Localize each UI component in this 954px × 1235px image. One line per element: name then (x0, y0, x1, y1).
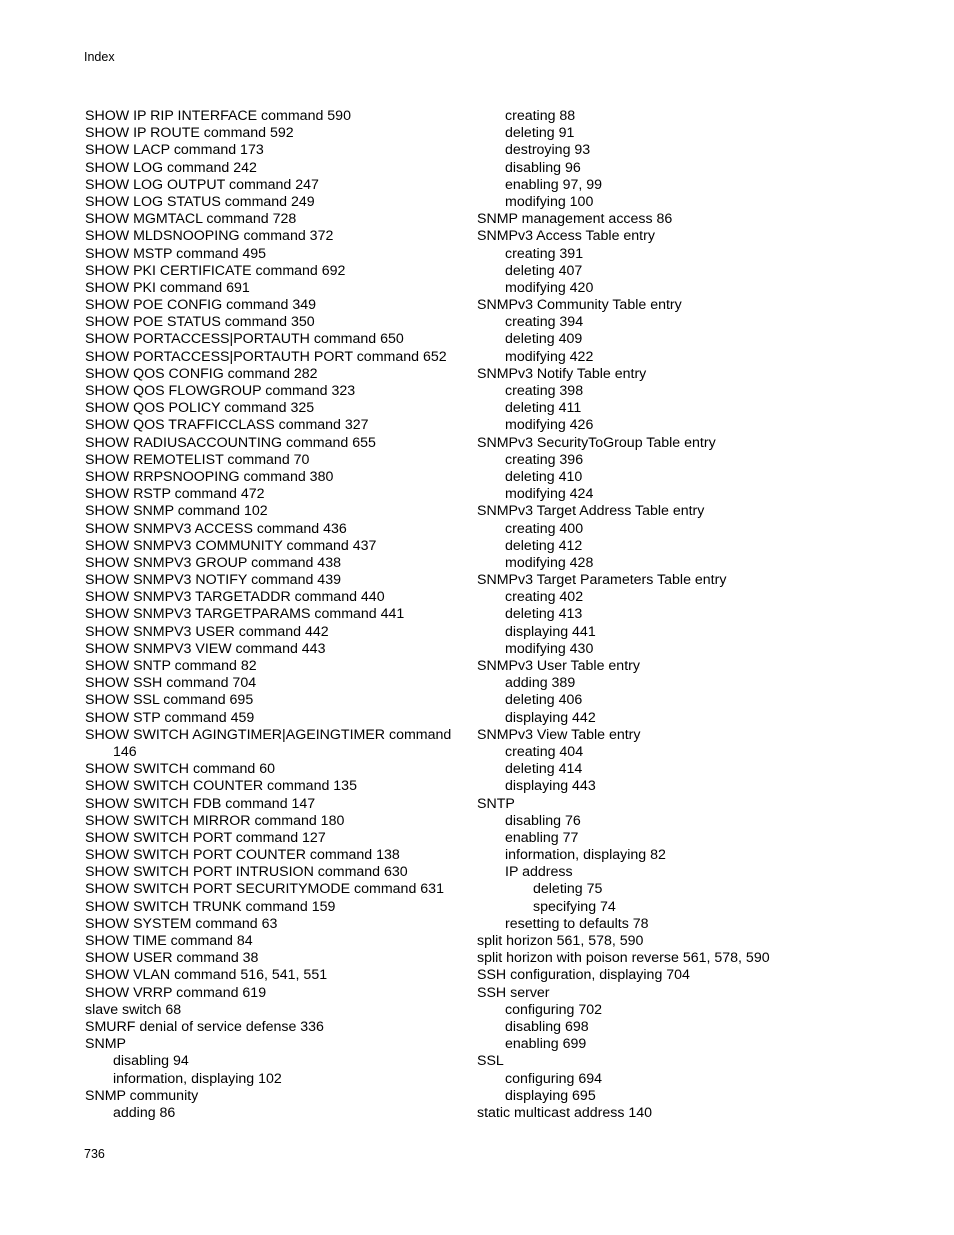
index-entry: SMURF denial of service defense 336 (85, 1018, 324, 1035)
index-subentry: 146 (113, 743, 137, 760)
index-subentry: adding 86 (113, 1104, 176, 1121)
index-subentry: disabling 96 (505, 159, 581, 176)
index-entry: SNMPv3 Access Table entry (477, 228, 655, 245)
index-entry: SHOW MGMTACL command 728 (85, 211, 297, 228)
index-column-left (85, 108, 465, 1122)
index-entry: SHOW SNTP command 82 (85, 658, 257, 674)
index-subentry: displaying 442 (505, 709, 596, 726)
index-entry: SHOW REMOTELIST command 70 (85, 451, 310, 468)
index-entry: split horizon 561, 578, 590 (477, 933, 644, 949)
index-subentry: disabling 698 (505, 1018, 589, 1035)
index-entry: SHOW RSTP command 472 (85, 486, 265, 503)
index-entry: SNMP community (85, 1087, 199, 1104)
index-entry: SHOW SNMPV3 ACCESS command 436 (85, 520, 347, 537)
index-entry: SHOW POE STATUS command 350 (85, 314, 315, 331)
index-entry: SHOW STP command 459 (85, 709, 255, 726)
index-subentry: creating 394 (505, 314, 584, 331)
index-subentry: modifying 100 (505, 193, 594, 210)
index-subentry: modifying 420 (505, 279, 594, 296)
index-entry: SNTP (477, 795, 515, 812)
index-subentry: destroying 93 (505, 142, 591, 159)
index-entry: SHOW LACP command 173 (85, 142, 264, 159)
index-entry: SHOW QOS POLICY command 325 (85, 400, 315, 417)
index-subentry: modifying 426 (505, 417, 594, 434)
index-entry: static multicast address 140 (477, 1104, 653, 1121)
index-subentry: enabling 97, 99 (505, 176, 603, 193)
index-entry: SHOW VRRP command 619 (85, 984, 267, 1001)
index-entry: SHOW SWITCH FDB command 147 (85, 795, 316, 812)
index-entry: SHOW TIME command 84 (85, 933, 253, 949)
index-entry: split horizon with poison reverse 561, 578, 590 (477, 950, 770, 967)
index-entry: SHOW PKI CERTIFICATE command 692 (85, 262, 346, 279)
index-entry: SHOW SSL command 695 (85, 692, 254, 709)
index-entry: SHOW USER command 38 (85, 950, 259, 967)
index-subentry: creating 88 (505, 108, 576, 124)
index-subentry: modifying 422 (505, 348, 594, 365)
index-subentry: creating 400 (505, 520, 584, 537)
index-column-right (477, 108, 937, 1122)
index-subentry: creating 398 (505, 383, 584, 399)
index-entry: SNMPv3 View Table entry (477, 726, 641, 743)
index-subentry: resetting to defaults 78 (505, 915, 649, 932)
index-subentry: adding 389 (505, 675, 576, 692)
index-entry: SHOW SWITCH PORT command 127 (85, 829, 326, 846)
index-subentry: deleting 414 (505, 761, 583, 778)
index-entry: SNMPv3 Target Parameters Table entry (477, 572, 727, 589)
index-subentry: disabling 76 (505, 812, 581, 829)
index-entry: SHOW LOG OUTPUT command 247 (85, 176, 319, 193)
index-entry: SHOW QOS CONFIG command 282 (85, 365, 318, 382)
index-entry: SNMP management access 86 (477, 211, 673, 228)
index-entry: SHOW SYSTEM command 63 (85, 915, 278, 932)
index-entry: SHOW PORTACCESS|PORTAUTH command 650 (85, 331, 404, 348)
index-subentry: deleting 410 (505, 468, 583, 485)
index-entry: SSL (477, 1053, 504, 1070)
index-subentry: displaying 441 (505, 623, 596, 640)
index-entry: SHOW SNMPV3 VIEW command 443 (85, 640, 326, 657)
running-header: Index (84, 50, 115, 64)
index-entry: SHOW SNMPV3 COMMUNITY command 437 (85, 537, 377, 554)
index-subentry: deleting 91 (505, 125, 575, 142)
index-entry: SHOW PORTACCESS|PORTAUTH PORT command 652 (85, 348, 447, 365)
index-entry: SHOW SWITCH PORT INTRUSION command 630 (85, 864, 408, 881)
index-entry: SHOW RRPSNOOPING command 380 (85, 468, 334, 485)
index-entry: SNMPv3 Target Address Table entry (477, 503, 705, 520)
index-subentry: modifying 430 (505, 640, 594, 657)
index-entry: SHOW SSH command 704 (85, 675, 257, 692)
index-entry: SNMPv3 Notify Table entry (477, 365, 647, 382)
index-entry: SHOW SWITCH command 60 (85, 761, 275, 778)
index-entry: SHOW SNMPV3 TARGETPARAMS command 441 (85, 606, 405, 623)
index-entry: SHOW VLAN command 516, 541, 551 (85, 967, 328, 984)
index-entry: SSH configuration, displaying 704 (477, 967, 690, 984)
index-entry: SNMPv3 SecurityToGroup Table entry (477, 434, 716, 451)
index-entry: SHOW SWITCH COUNTER command 135 (85, 778, 357, 795)
index-entry: SNMPv3 Community Table entry (477, 297, 682, 314)
index-subentry: enabling 699 (505, 1036, 587, 1053)
index-entry: SHOW SWITCH TRUNK command 159 (85, 898, 336, 915)
index-entry: SNMPv3 User Table entry (477, 658, 640, 674)
index-entry: SHOW IP ROUTE command 592 (85, 125, 294, 142)
index-subentry: deleting 409 (505, 331, 583, 348)
index-entry: SHOW SNMPV3 GROUP command 438 (85, 554, 341, 571)
index-subentry: deleting 406 (505, 692, 583, 709)
index-entry: SHOW SNMPV3 USER command 442 (85, 623, 329, 640)
index-entry: SHOW SWITCH MIRROR command 180 (85, 812, 345, 829)
index-subentry: modifying 428 (505, 554, 594, 571)
index-entry: SHOW SNMP command 102 (85, 503, 268, 520)
index-entry: SHOW MLDSNOOPING command 372 (85, 228, 334, 245)
index-subentry: deleting 413 (505, 606, 583, 623)
index-subentry: information, displaying 102 (113, 1070, 282, 1087)
index-entry: SHOW SWITCH PORT COUNTER command 138 (85, 847, 400, 864)
index-subentry: creating 396 (505, 451, 584, 468)
index-subentry: displaying 695 (505, 1087, 596, 1104)
index-subentry: enabling 77 (505, 829, 579, 846)
index-entry: SHOW RADIUSACCOUNTING command 655 (85, 434, 376, 451)
index-subentry: creating 391 (505, 245, 584, 262)
index-subentry: creating 404 (505, 743, 584, 760)
index-subentry: creating 402 (505, 589, 584, 606)
index-entry: SHOW POE CONFIG command 349 (85, 297, 316, 314)
index-subentry: deleting 411 (505, 400, 582, 417)
index-entry: SHOW MSTP command 495 (85, 245, 267, 262)
index-entry: SHOW IP RIP INTERFACE command 590 (85, 108, 351, 124)
index-entry: SHOW SNMPV3 TARGETADDR command 440 (85, 589, 385, 606)
index-entry: SHOW PKI command 691 (85, 279, 250, 296)
index-subentry: disabling 94 (113, 1053, 189, 1070)
index-entry: SHOW SWITCH PORT SECURITYMODE command 631 (85, 881, 444, 898)
index-entry: SNMP (85, 1036, 126, 1053)
index-entry: SHOW SWITCH AGINGTIMER|AGEINGTIMER command (85, 726, 452, 743)
index-entry: slave switch 68 (85, 1001, 182, 1018)
index-entry: SHOW LOG command 242 (85, 159, 257, 176)
index-entry: SHOW LOG STATUS command 249 (85, 193, 315, 210)
index-entry: SSH server (477, 984, 550, 1001)
index-subentry: deleting 75 (533, 881, 603, 898)
index-subentry: displaying 443 (505, 778, 596, 795)
index-subentry: configuring 702 (505, 1001, 603, 1018)
index-entry: SHOW QOS FLOWGROUP command 323 (85, 383, 356, 399)
index-subentry: configuring 694 (505, 1070, 603, 1087)
index-subentry: information, displaying 82 (505, 847, 666, 864)
index-subentry: deleting 412 (505, 537, 583, 554)
index-subentry: modifying 424 (505, 486, 594, 503)
index-entry: SHOW QOS TRAFFICCLASS command 327 (85, 417, 369, 434)
page-number: 736 (84, 1147, 105, 1161)
index-subentry: deleting 407 (505, 262, 583, 279)
index-subentry: specifying 74 (533, 898, 616, 915)
index-entry: SHOW SNMPV3 NOTIFY command 439 (85, 572, 341, 589)
index-subentry: IP address (505, 864, 573, 881)
